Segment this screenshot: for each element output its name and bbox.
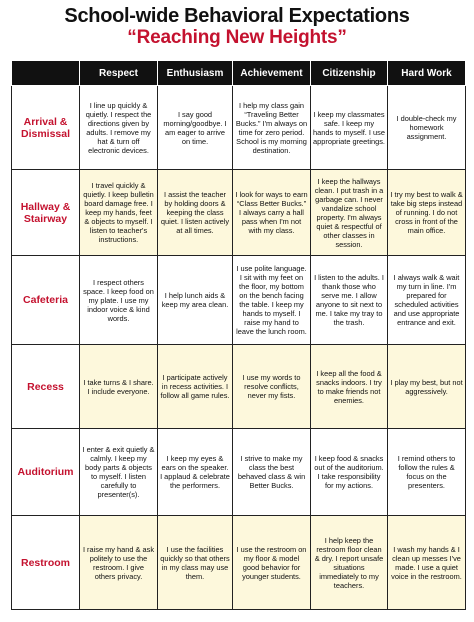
expectations-matrix: [11, 60, 465, 608]
table-cell: I say good morning/goodbye. I am eager to arrive on time.: [158, 86, 233, 170]
column-header-hard-work: Hard Work: [388, 61, 466, 86]
row-cafeteria: [12, 256, 466, 345]
table-cell: I play my best, but not aggressively.: [388, 345, 466, 429]
row-header: Auditorium: [12, 429, 80, 516]
table-cell: I try my best to walk & take big steps instead of running. I do not cross in front of the main office.: [388, 170, 466, 256]
column-header-achievement: Achievement: [233, 61, 311, 86]
row-header: Restroom: [12, 516, 80, 610]
table-cell: I strive to make my class the best behaved class & win Better Bucks.: [233, 429, 311, 516]
table-cell: I keep the hallways clean. I put trash in a garbage can. I never vandalize school property. I'm always quiet & respectful of other classes in session.: [311, 170, 388, 256]
table-cell: I help lunch aids & keep my area clean.: [158, 256, 233, 345]
expectations-table: [11, 60, 466, 610]
column-header-row: [12, 61, 466, 86]
row-restroom: [12, 516, 466, 610]
table-cell: I use polite language. I sit with my feet on the floor, my bottom on the bench facing the table. I keep my hands to myself. I raise my hand to leave the lunch room.: [233, 256, 311, 345]
column-header-enthusiasm: Enthusiasm: [158, 61, 233, 86]
row-arrival-dismissal: [12, 86, 466, 170]
table-cell: I help keep the restroom floor clean & dry. I report unsafe situations immediately to my teachers.: [311, 516, 388, 610]
row-header: Cafeteria: [12, 256, 80, 345]
table-cell: I assist the teacher by holding doors & keeping the class quiet. I listen actively at all times.: [158, 170, 233, 256]
table-cell: I keep all the food & snacks indoors. I try to make friends not enemies.: [311, 345, 388, 429]
table-cell: I keep my classmates safe. I keep my hands to myself. I use appropriate greetings.: [311, 86, 388, 170]
corner-cell: [12, 61, 80, 86]
table-cell: I travel quickly & quietly. I keep bulletin board damage free. I keep my hands, feet & objects to myself. I listen to teacher's instructions.: [80, 170, 158, 256]
column-header-respect: Respect: [80, 61, 158, 86]
table-cell: I wash my hands & I clean up messes I've made. I use a quiet voice in the restroom.: [388, 516, 466, 610]
table-cell: I use the facilities quickly so that others in my class may use them.: [158, 516, 233, 610]
table-cell: I respect others space. I keep food on my plate. I use my indoor voice & kind words.: [80, 256, 158, 345]
table-cell: I remind others to follow the rules & focus on the presenters.: [388, 429, 466, 516]
row-header: Arrival & Dismissal: [12, 86, 80, 170]
table-cell: I enter & exit quietly & calmly. I keep my body parts & objects to myself. I listen carefully to presenter(s).: [80, 429, 158, 516]
table-cell: I always walk & wait my turn in line. I'm prepared for scheduled activities and use appropriate entrance and exit.: [388, 256, 466, 345]
table-cell: I raise my hand & ask politely to use the restroom. I give others privacy.: [80, 516, 158, 610]
table-cell: I double-check my homework assignment.: [388, 86, 466, 170]
row-auditorium: [12, 429, 466, 516]
table-cell: I line up quickly & quietly. I respect the directions given by adults. I remove my hat & turn off electronic devices.: [80, 86, 158, 170]
table-cell: I listen to the adults. I thank those who serve me. I allow anyone to sit next to me. I take my tray to the trash.: [311, 256, 388, 345]
page-title: School-wide Behavioral Expectations: [64, 5, 410, 27]
page-subtitle: “Reaching New Heights”: [127, 27, 347, 48]
row-hallway-stairway: [12, 170, 466, 256]
table-cell: I take turns & I share. I include everyone.: [80, 345, 158, 429]
table-cell: I use my words to resolve conflicts, never my fists.: [233, 345, 311, 429]
row-header: Hallway & Stairway: [12, 170, 80, 256]
table-cell: I participate actively in recess activities. I follow all game rules.: [158, 345, 233, 429]
row-header: Recess: [12, 345, 80, 429]
table-cell: I use the restroom on my floor & model good behavior for younger students.: [233, 516, 311, 610]
table-cell: I keep food & snacks out of the auditorium. I take responsibility for my actions.: [311, 429, 388, 516]
table-cell: I look for ways to earn “Class Better Bucks.” I always carry a hall pass when I'm not with my class.: [233, 170, 311, 256]
table-cell: I keep my eyes & ears on the speaker. I applaud & celebrate the performers.: [158, 429, 233, 516]
table-cell: I help my class gain “Traveling Better Bucks.” I'm always on time for zero period. School is my morning destination.: [233, 86, 311, 170]
row-recess: [12, 345, 466, 429]
column-header-citizenship: Citizenship: [311, 61, 388, 86]
